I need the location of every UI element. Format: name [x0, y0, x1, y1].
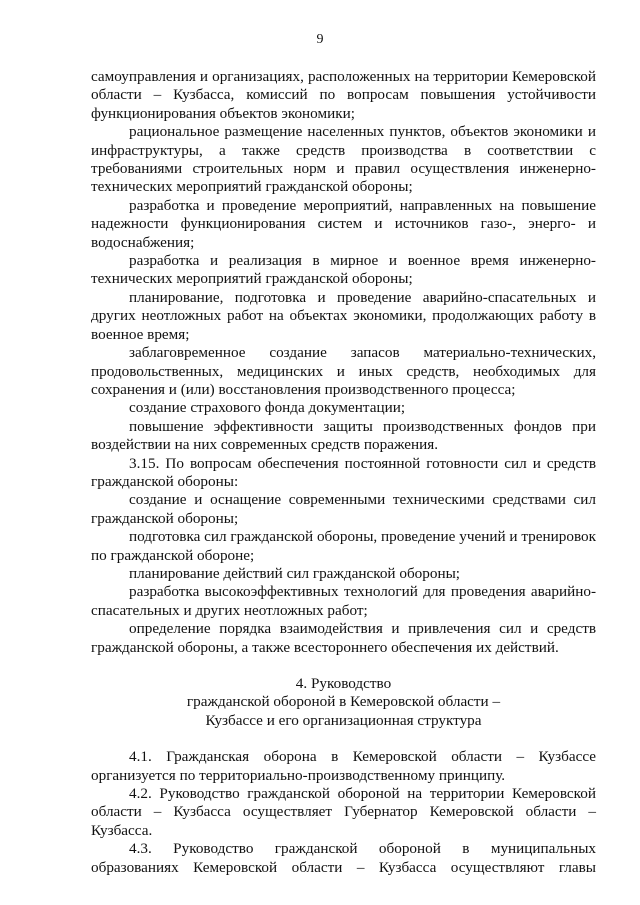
paragraph: 3.15. По вопросам обеспечения постоянной готовности сил и средств гражданской обороны: [91, 454, 596, 490]
section-heading [91, 675, 596, 730]
paragraphs-bottom [91, 748, 596, 877]
paragraph: 4.2. Руководство гражданской обороной на территории Кемеровской области – Кузбасса осуществляет Губернатор Кемеровской области – Кузбасса. [91, 785, 596, 839]
section-heading-line3: Кузбассе и его организационная структура [205, 711, 482, 729]
page-number: 9 [316, 32, 324, 47]
paragraph: создание и оснащение современными техническими средствами сил гражданской обороны; [91, 491, 596, 527]
body-text [91, 68, 596, 877]
paragraph: разработка и реализация в мирное и военное время инженерно-технических мероприятий гражданской обороны; [91, 252, 596, 288]
paragraph: самоуправления и организациях, расположенных на территории Кемеровской области – Кузбасса, комиссий по вопросам повышения устойчивости функционирования объектов экономики; [91, 68, 596, 122]
paragraph: разработка и проведение мероприятий, направленных на повышение надежности функционирования систем и источников газо-, энерго- и водоснабжения; [91, 196, 596, 251]
section-heading-line1: 4. Руководство [295, 675, 392, 692]
paragraph: повышение эффективности защиты производственных фондов при воздействии на них современных средств поражения. [91, 417, 596, 454]
paragraph: рациональное размещение населенных пунктов, объектов экономики и инфраструктуры, а также средств производства в соответствии с требованиями строительных норм и правил осуществления инженерно-технических мероприятий гражданской обороны; [91, 123, 596, 196]
paragraph: 4.3. Руководство гражданской обороной в муниципальных образованиях Кемеровской области – Кузбасса осуществляют главы [91, 840, 596, 876]
paragraphs-top [91, 68, 596, 657]
paragraph: определение порядка взаимодействия и привлечения сил и средств гражданской обороны, а также всестороннего обеспечения их действий. [91, 620, 596, 656]
paragraph: 4.1. Гражданская оборона в Кемеровской области – Кузбассе организуется по территориально-производственному принципу. [91, 748, 596, 784]
paragraph: планирование действий сил гражданской обороны; [129, 564, 461, 582]
section-heading-line2: гражданской обороной в Кемеровской области – [186, 693, 501, 711]
paragraph: разработка высокоэффективных технологий для проведения аварийно-спасательных и других неотложных работ; [91, 583, 596, 619]
paragraph: создание страхового фонда документации; [129, 399, 406, 417]
paragraph: заблаговременное создание запасов материально-технических, продовольственных, медицинских и иных средств, необходимых для сохранения и (или) восстановления производственного процесса; [91, 344, 596, 398]
paragraph: подготовка сил гражданской обороны, проведение учений и тренировок по гражданской обороне; [91, 528, 596, 564]
paragraph: планирование, подготовка и проведение аварийно-спасательных и других неотложных работ на объектах экономики, продолжающих работу в военное время; [91, 288, 596, 343]
